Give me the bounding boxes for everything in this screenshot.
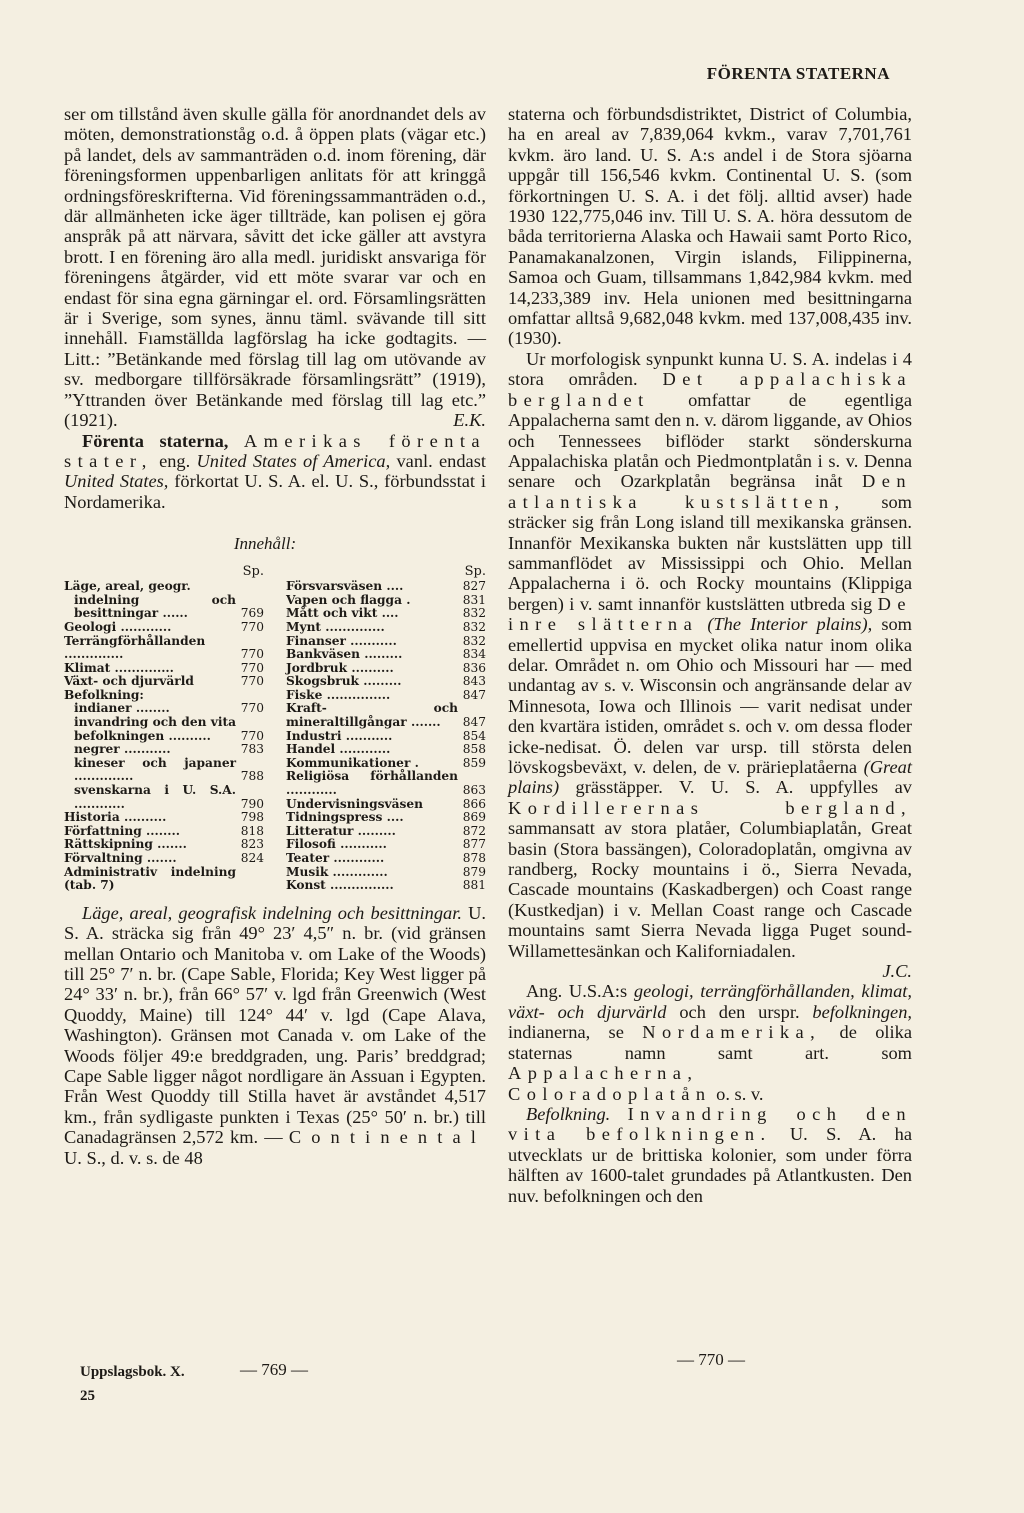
paragraph: staterna och förbundsdistriktet, District of Columbia, ha en areal av 7,839,064 kvkm., varav 7,701,761 kvkm. äro land. U. S. A:s andel i de Stora sjöarna uppgår till 156,546 kvkm. Continental U. S. (som förkortningen U. S. A. i det följ. alltid avser) hade 1930 122,775,046 inv. Till U. S. A. höra dessutom de båda territorierna Alaska och Hawaii samt Porto Rico, Panamakanalzonen, Virgin islands, Filippinerna, Samoa och Guam, tillsammans 1,842,984 kvkm. med 14,233,389 inv. Hela unionen med besittningarna omfattar alltså 9,682,048 kvkm. med 137,008,435 inv. (1930). [508,104,912,349]
toc-item-page: 769 [240,606,264,621]
toc-item-label: Handel ............ [286,742,391,757]
toc-item-page: 798 [240,810,264,825]
toc-item-label: Geologi ............ [64,619,172,634]
toc-item-page: 788 [240,769,264,784]
toc-item-page: 770 [240,660,264,675]
page-number-right: — 770 — [677,1350,745,1369]
toc-column-header: Sp. [464,563,486,579]
toc-item-label: Förvaltning ....... [64,851,177,865]
toc-item-label: Undervisningsväsen [286,796,423,811]
spaced-text: De inre slätterna [508,593,912,635]
page-number-left: — 769 — [240,1360,308,1379]
toc-item [286,866,486,880]
toc-item [286,689,486,703]
toc-item [64,594,264,621]
toc-item-label: Jordbruk .......... [286,660,394,675]
toc-item-page: 832 [462,606,486,621]
toc-item-page: 836 [462,660,486,675]
toc-item [64,580,264,594]
text: som emellertid uppvisa en mycket olika natur inom olika delar. Området n. om Ohio och Missouri har — med undantag av s. v. Wisconsin och angränsande delar av Minnesota, Iowa och Illinois — varit nedisat under den kvartära istiden, området s. och v. om dessa floder icke-nedisat. Ö. delen var ursp. till största delen lövskogsbeväxt, v. delen, de v. prärieplatåerna [508,614,912,777]
toc-item-label: Kraft- och mineraltillgångar ....... [286,701,458,730]
toc-item [286,648,486,662]
toc-item [64,757,264,784]
text: U. S., d. v. s. de 48 [64,1147,203,1168]
signature: E.K. [453,410,486,431]
section-heading: Läge, areal, geografisk indelning och besittningar. [82,902,462,923]
text: omfattar de egentliga Appalacherna samt den n. v. därom liggande, av Ohios och Tennessees biflöder starkt sönderskurna Appalachiska platån och Piedmontplatån i s. v. Denna senare och Ozarkplatån begränsa inåt [508,389,912,492]
toc-item-label: indelning och besittningar ...... [74,592,236,621]
toc-item-label: Konst ............... [286,878,394,893]
toc-item-page: 877 [462,837,486,852]
toc-item-label: Skogsbruk ......... [286,674,402,689]
toc-item-page: 863 [462,783,486,798]
toc-item-page: 824 [240,851,264,865]
toc-item-page: 770 [240,701,264,716]
toc-item-page: 770 [240,674,264,689]
toc-item-label: Klimat .............. [64,660,174,675]
toc-item [64,621,264,635]
toc-item-label: Terrängförhållanden .............. [64,633,206,662]
text: som sträcker sig från Long island till mexikanska gränsen. Innanför Mexikanska bukten når kustslätten upp till sammanflödet av Mississippi och Ohio. Mellan Appalacherna i ö. och Rocky mountains (Klippiga bergen) i v. samt innanför kustslätten utbreda sig [508,491,912,614]
toc-item [286,852,486,866]
paragraph [508,1104,912,1206]
toc-item [64,689,264,703]
spaced-text: Det appalachiska berglandet [508,369,912,410]
paragraph [508,349,912,982]
toc-item-page: 866 [462,796,486,811]
toc-item-page: 881 [462,878,486,893]
toc-item-label: Fiske ............... [286,687,391,702]
toc-item-page: 854 [462,728,486,743]
toc-item [286,702,486,729]
text: Ur morfologisk synpunkt kunna U. S. A. indelas i 4 stora områden. [508,348,912,390]
toc-item-page: 832 [462,619,486,634]
toc-item-label: Läge, areal, geogr. [64,579,191,594]
italic-text: United States of America, [196,450,391,471]
toc-item-label: Bankväsen ......... [286,647,403,662]
toc-item-page: 869 [462,810,486,825]
footer-book: Uppslagsbok. X. [80,1364,185,1380]
toc-item [64,635,264,662]
toc-item [286,825,486,839]
toc-item-page: 823 [240,837,264,852]
toc-item [64,662,264,676]
toc-item-label: Växt- och djurvärld [64,674,194,689]
spaced-text: Invandring och den vita befolkningen. [508,1103,912,1145]
text: U. S. A. ha utvecklats ur de brittiska kolonier, som under förra hälften av 1600-talet grundades på Atlantkusten. Den nuv. befolkningen och den [508,1124,912,1206]
italic-text: geologi, terrängförhållanden, klimat, växt- och djurvärld [508,981,912,1022]
italic-text: United States, [64,471,169,492]
right-column [508,104,912,1206]
toc-item-label: Befolkning: [64,687,144,702]
toc-title: Innehåll: [233,534,297,554]
toc-item-page: 843 [462,674,486,689]
toc-item [64,866,264,893]
toc-item [286,879,486,893]
table-of-contents [64,565,486,893]
toc-item-page: 834 [462,647,486,662]
toc-item-label: Rättskipning ....... [64,837,187,852]
toc-item-label: Vapen och flagga . [286,592,411,607]
toc-item [286,621,486,635]
footer-sheet-number: 25 [80,1388,95,1404]
spaced-text: Appalacherna, Coloradoplatån [508,1063,712,1104]
toc-item-label: Tidningspress .... [286,810,404,825]
toc-item-page: 827 [462,579,486,594]
section-heading: Befolkning. [526,1103,611,1124]
toc-item-page: 770 [240,619,264,634]
entry-intro [64,431,486,513]
toc-item-label: kineser och japaner .............. [74,755,236,784]
toc-item-label: Författning ........ [64,823,180,838]
text: förkortat U. S. A. el. U. S., förbundsstat i Nordamerika. [64,471,486,512]
toc-item [64,716,264,743]
toc-right-list [286,580,486,893]
toc-item [64,811,264,825]
spaced-text: Den atlantiska kustslätten, [508,471,912,512]
toc-item-label: Försvarsväsen .... [286,579,404,594]
toc-item-page: 770 [240,728,264,743]
italic-text: befolkningen, [812,1001,912,1022]
text: och den urspr. [679,1001,800,1022]
signature: J.C. [882,961,912,982]
toc-item [64,743,264,757]
toc-item-label: Mått och vikt .... [286,606,399,621]
text: vanl. endast [396,450,486,471]
toc-item [64,784,264,811]
toc-item [64,838,264,852]
toc-item-label: Musik ............. [286,864,388,879]
toc-item-label: invandring och den vita befolkningen .......... [74,715,236,743]
text: grässtäpper. V. U. S. A. uppfylles av [575,777,912,798]
toc-item [64,852,264,866]
text: eng. [159,450,191,471]
toc-item-label: indianer ........ [74,701,170,716]
left-column [64,104,486,1168]
toc-item-page: 783 [240,742,264,757]
toc-item-page: 858 [462,742,486,757]
toc-item-page: 847 [462,715,486,730]
paragraph-text: ser om tillstånd även skulle gälla för anordnandet dels av möten, demonstrationståg o.d. å öppen plats (vägar etc.) på landet, dels av sammanträden o.d. inom förening, där föreningsformen uppenbarligen anlitats för att kringgå ordningsföreskrifterna. Vid föreningssammanträden o.d., där allmänheten icke äger tillträde, kan polisen ej göra anspråk på att närvara, såvitt det icke gäller att avstyra brott. I en förening äro alla medl. juridiskt ansvariga för föreningens åtgärder, vid ett möte svarar var och en endast för sina egna gärningar el. ord. Församlingsrätten är i Sverige, som synes, ännu täml. svävande till sitt innehåll. Fıamställda lagförslag ha icke godtagits. — Litt.: ”Betänkande med förslag till lag om utövande av sv. medborgare tillförsäkrade församlingsrätt” (1919), ”Yttranden över Betänkande med förslag till lag etc.” (1921). [64,104,486,431]
toc-item-label: Finanser ........... [286,633,397,648]
text: Ang. U.S.A:s [526,981,628,1002]
footer-imprint [80,1360,185,1408]
toc-item [286,580,486,594]
toc-left-list [64,580,264,893]
toc-item-page: 818 [240,823,264,838]
toc-item [286,743,486,757]
toc-item-label: negrer ........... [74,742,171,757]
toc-item [286,770,486,797]
toc-item-label: Religiösa förhållanden ............ [286,769,458,798]
paragraph-text: U. S. A. sträcka sig från 49° 23′ 4,5″ n. br. (vid gränsen mellan Ontario och Manitoba v. om Lake of the Woods) till 25° 7′ n. br. (Cape Sable, Florida; Key West ligger på 24° 33′ n. br.), från 66° 57′ v. lgd från Greenwich (West Quoddy, Maine) till 124° 44′ v. lgd (Cape Alava, Washington). Gränsen mot Canada v. om Lake of the Woods följer 49:e breddgraden, ung. Paris’ breddgrad; Cape Sable ligger något nordligare än Assuan i Egypten. Från West Quoddy till Stilla havet är avståndet 4,517 km., från sydligaste punkten i Texas (25° 50′ n. br.) till Canadagränsen 2,572 km. — [64,902,486,1148]
toc-left-column [64,565,264,893]
paragraph [64,104,486,431]
paragraph [508,981,912,1103]
italic-text: (Great plains) [508,757,912,798]
toc-item-label: Mynt .............. [286,619,385,634]
text: sammansatt av stora platåer, Columbiaplatån, Great basin (Stora bassängen), Coloradoplatån, omgivna av randberg, Rocky mountains i ö., Sierra Nevada, Cascade mountains (Kaskadbergen) och Coast range (Kustkedjan) i v. Mellan Coast range och Cascade mountains samt Sierra Nevada ligga Puget sound-Willamettesänkan och Kaliforniadalen. [508,818,912,961]
toc-item-page: 879 [462,864,486,879]
toc-item [286,730,486,744]
toc-item-label: Kommunikationer . [286,755,419,770]
spaced-text: Amerikas förenta stater, [64,430,486,471]
spaced-text: Continental [288,1127,486,1148]
toc-item-label: Administrativ indelning (tab. 7) [64,864,236,893]
toc-item-label: Filosofi ........... [286,837,387,852]
toc-item-page: 832 [462,633,486,648]
toc-item-page: 831 [462,592,486,607]
toc-item-page: 770 [240,647,264,662]
spaced-text: Kordillerernas bergland, [508,797,912,818]
toc-item-page: 859 [462,755,486,770]
toc-item-page: 872 [462,823,486,838]
toc-item [64,702,264,716]
toc-item [286,635,486,649]
toc-item-page: 790 [240,796,264,811]
text: de olika staternas namn samt art. som [508,1022,912,1063]
toc-item-label: Litteratur ......... [286,823,396,838]
spaced-text: Nordamerika, [642,1022,822,1043]
toc-item [286,838,486,852]
toc-item-label: svenskarna i U. S.A. ............ [74,783,236,811]
toc-item [286,798,486,812]
toc-column-header: Sp. [242,563,264,579]
toc-item [64,825,264,839]
toc-item-label: Teater ............ [286,851,385,865]
italic-text: (The Interior plains), [707,614,873,635]
toc-item [286,662,486,676]
toc-item-label: Historia .......... [64,810,167,825]
running-head: FÖRENTA STATERNA [706,64,890,83]
toc-item [286,675,486,689]
toc-item-page: 878 [462,851,486,865]
toc-item-label: Industri ........... [286,728,393,743]
toc-right-column [286,565,486,893]
entry-headword: Förenta staterna, [82,430,229,451]
toc-item-page: 847 [462,687,486,702]
text: o. s. v. [716,1083,764,1104]
toc-item [64,675,264,689]
toc-item [286,607,486,621]
text: indianerna, se [508,1022,624,1043]
section-paragraph [64,903,486,1168]
toc-item [286,811,486,825]
